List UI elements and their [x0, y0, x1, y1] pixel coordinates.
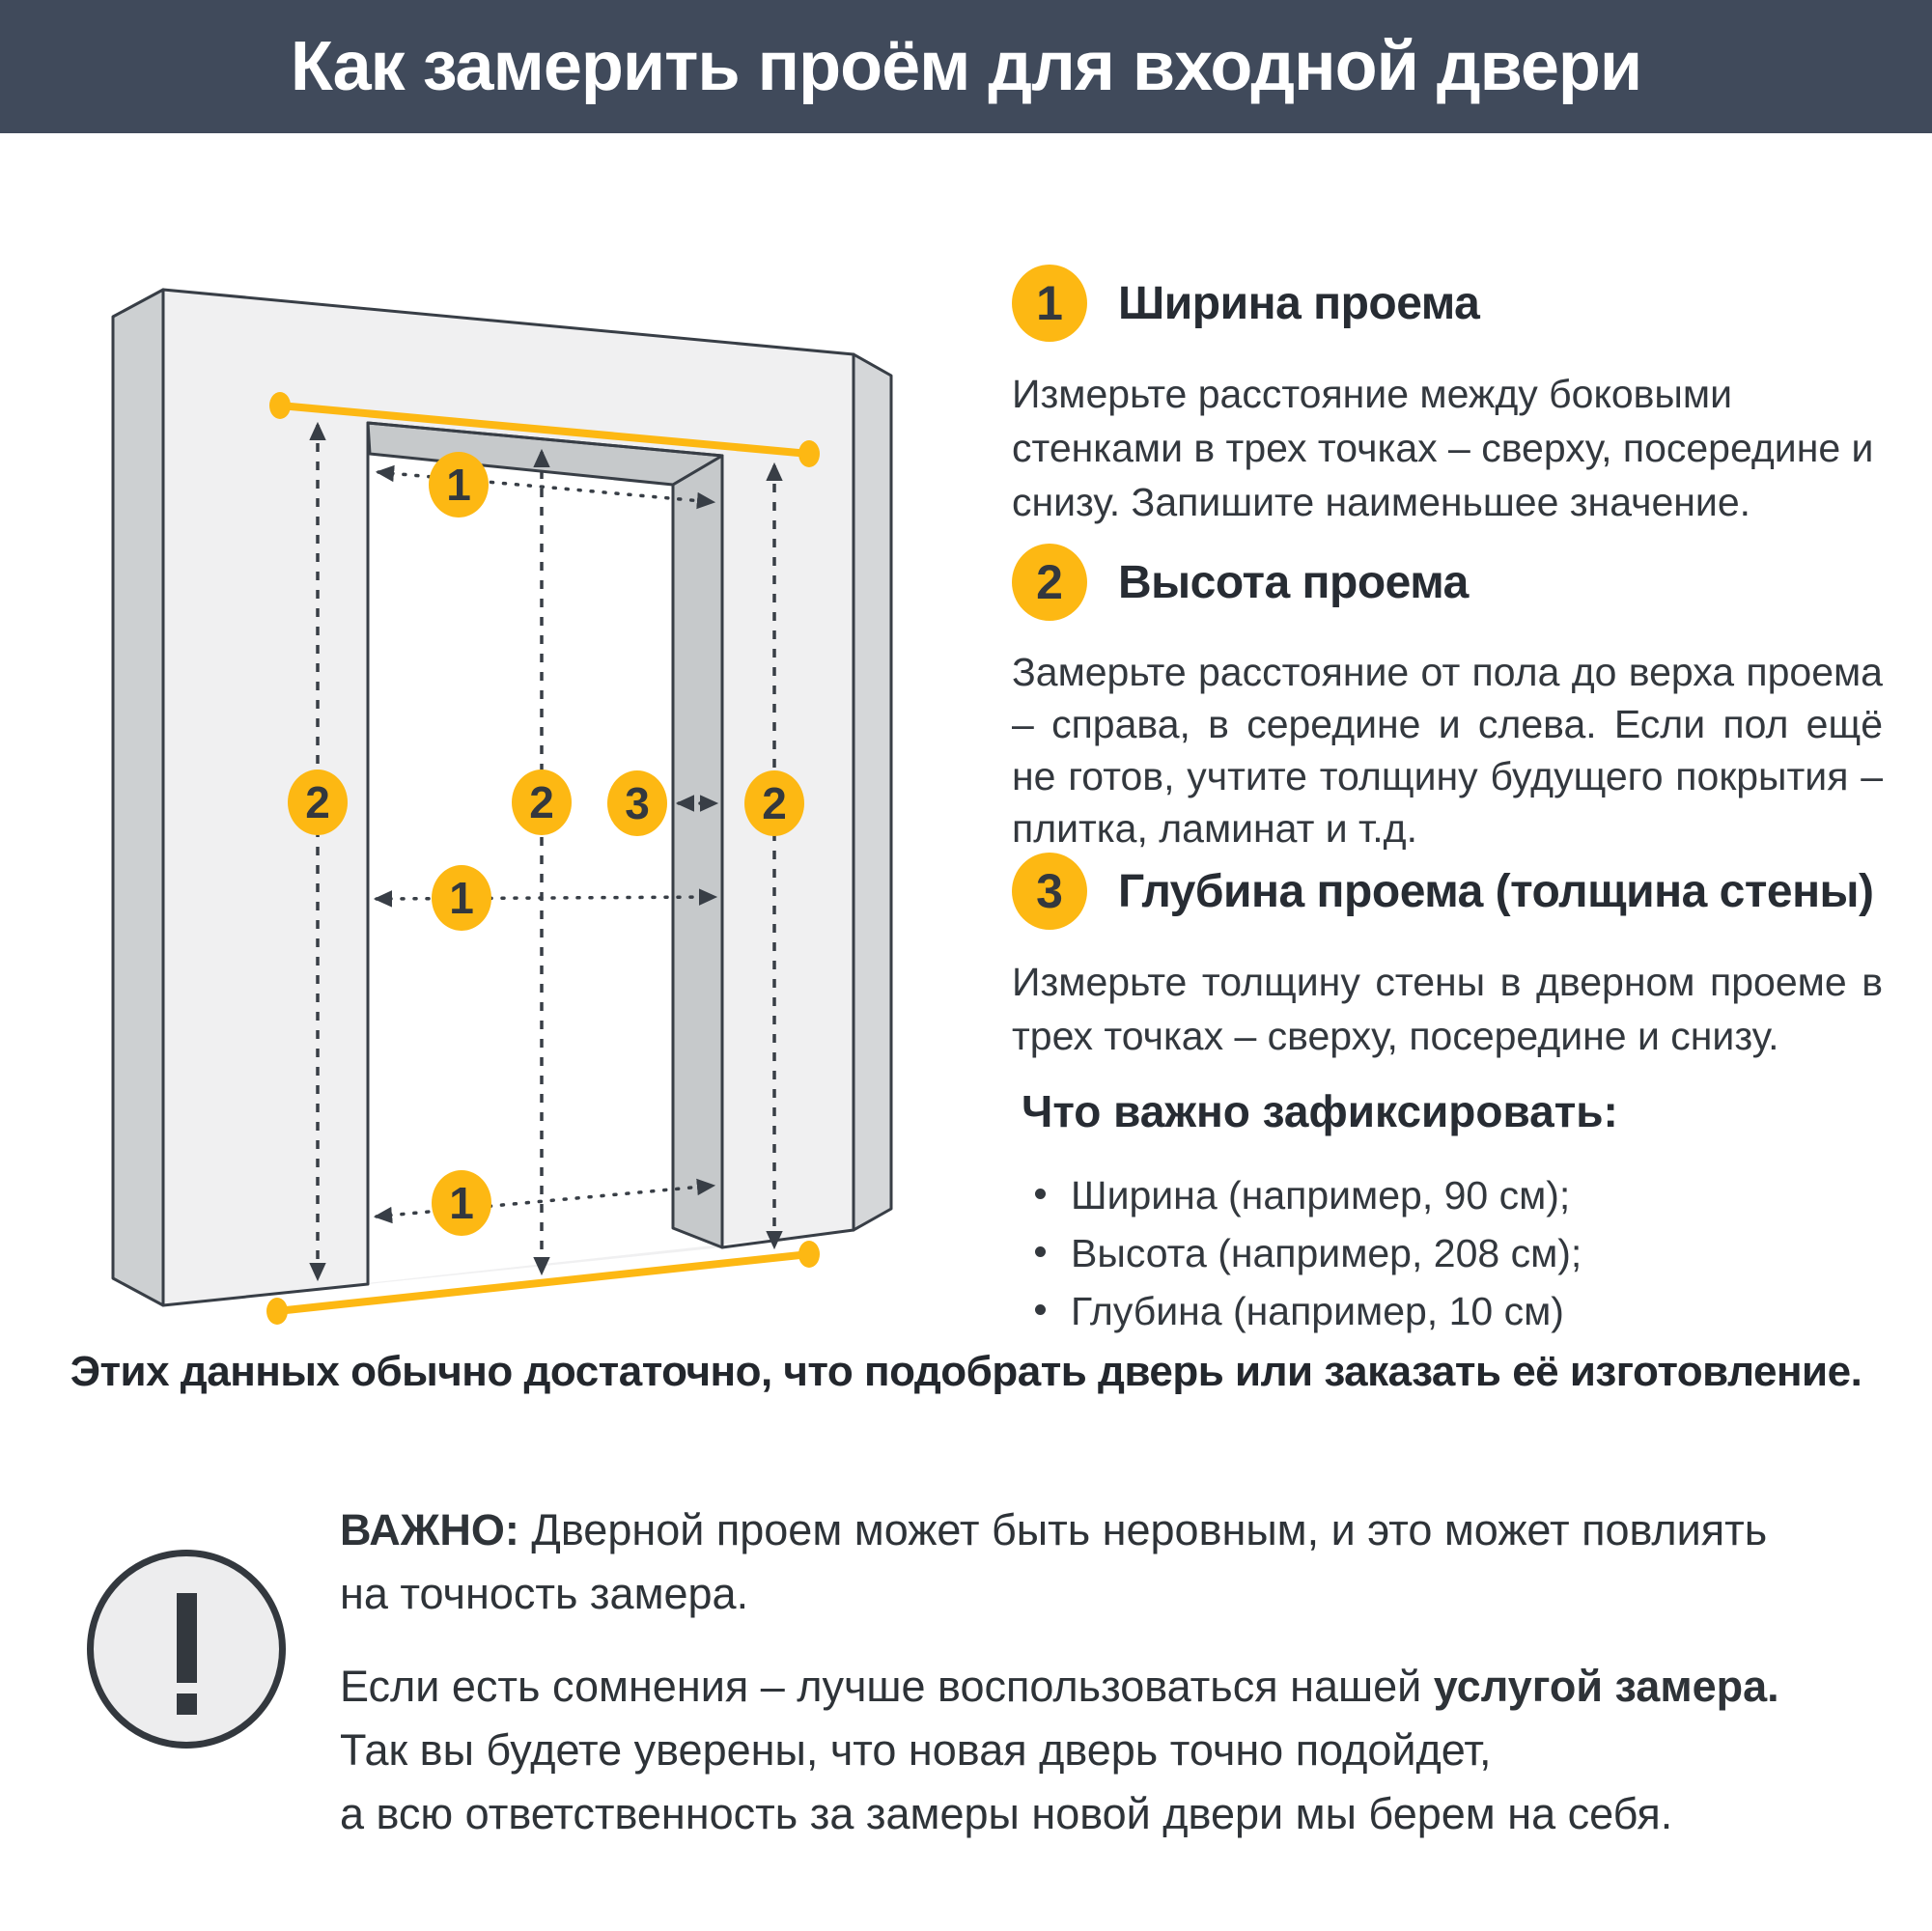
marker-height-right-label: 2: [762, 778, 787, 828]
bullet-icon: [1035, 1246, 1046, 1257]
step-width-description: Измерьте расстояние между боковыми стенками в трех точках – сверху, посередине и снизу. Запишите наименьшее значение.: [1012, 372, 1874, 524]
opening-jamb-face: [673, 456, 722, 1247]
marker-width-top-label: 1: [446, 460, 471, 510]
list-item: [1022, 1166, 1890, 1224]
wall-left-side-face: [113, 290, 163, 1305]
checklist-item-depth: Глубина (например, 10 см): [1071, 1289, 1564, 1333]
door-opening-diagram: [77, 193, 927, 1328]
step-depth-title: Глубина проема (толщина стены): [1118, 865, 1874, 917]
note-line-5: а всю ответственность за замеры новой двери мы берем на себя.: [340, 1789, 1673, 1838]
marker-depth-label: 3: [625, 778, 650, 828]
width-measure-line-middle: [377, 897, 714, 899]
checklist-items: [1022, 1166, 1890, 1340]
step-depth-description: Измерьте толщину стены в дверном проеме в трех точках – сверху, посередине и снизу.: [1012, 960, 1883, 1058]
list-item: [1022, 1282, 1890, 1340]
note-important-label: ВАЖНО:: [340, 1505, 519, 1554]
checklist-item-width: Ширина (например, 90 см);: [1071, 1173, 1571, 1217]
header-banner: [0, 0, 1932, 133]
warning-note: [340, 1498, 1846, 1846]
checklist-item-height: Высота (например, 208 см);: [1071, 1231, 1582, 1275]
summary-statement: Этих данных обычно достаточно, что подобрать дверь или заказать её изготовление.: [70, 1348, 1862, 1395]
exclamation-dot: [177, 1693, 197, 1715]
exclamation-bar: [177, 1593, 197, 1683]
marker-height-left: [288, 770, 348, 835]
page-title: Как замерить проём для входной двери: [290, 28, 1642, 105]
marker-width-bottom: [432, 1170, 491, 1236]
step-width: [1012, 265, 1883, 529]
step-width-title: Ширина проема: [1118, 277, 1480, 329]
width-measure-line-bottom: [377, 1186, 713, 1217]
marker-height-left-label: 2: [305, 777, 330, 827]
note-line-3-text: Если есть сомнения – лучше воспользоваться нашей: [340, 1662, 1434, 1711]
note-paragraph-gap: [340, 1626, 1846, 1655]
step-width-header: [1012, 265, 1883, 342]
marker-width-middle: [432, 865, 491, 931]
marker-height-middle: [512, 770, 572, 835]
step-height-header: [1012, 544, 1883, 621]
step-depth-header: [1012, 853, 1883, 930]
marker-height-right: [744, 770, 804, 836]
marker-width-bottom-label: 1: [449, 1178, 474, 1228]
note-line-3: [340, 1655, 1846, 1719]
bullet-icon: [1035, 1304, 1046, 1315]
step-height-number-badge: 2: [1012, 544, 1087, 621]
note-line-1-text: Дверной проем может быть неровным, и это может повлиять: [518, 1505, 1768, 1554]
marker-height-middle-label: 2: [529, 777, 554, 827]
marker-width-top: [429, 452, 489, 518]
note-line-2: на точность замера.: [340, 1569, 749, 1618]
note-line-1: [340, 1498, 1846, 1562]
step-depth: [1012, 853, 1883, 1063]
step-height-title: Высота проема: [1118, 556, 1469, 608]
checklist: [1022, 1085, 1890, 1340]
step-depth-number-badge: 3: [1012, 853, 1087, 930]
step-height-description: Замерьте расстояние от пола до верха проема – справа, в середине и слева. Если пол ещё не готов, учтите толщину будущего покрытия – плитка, ламинат и т.д.: [1012, 650, 1883, 851]
step-width-number-badge: 1: [1012, 265, 1087, 342]
exclamation-icon: [87, 1550, 286, 1749]
marker-depth: [607, 770, 667, 836]
bullet-icon: [1035, 1189, 1046, 1199]
checklist-title: Что важно зафиксировать:: [1022, 1086, 1618, 1136]
note-line-4: Так вы будете уверены, что новая дверь точно подойдет,: [340, 1725, 1492, 1775]
wall-right-side-face: [854, 354, 891, 1230]
step-height: [1012, 544, 1883, 854]
list-item: [1022, 1224, 1890, 1282]
marker-width-middle-label: 1: [449, 873, 474, 923]
note-measure-service-label: услугой замера.: [1433, 1662, 1779, 1711]
